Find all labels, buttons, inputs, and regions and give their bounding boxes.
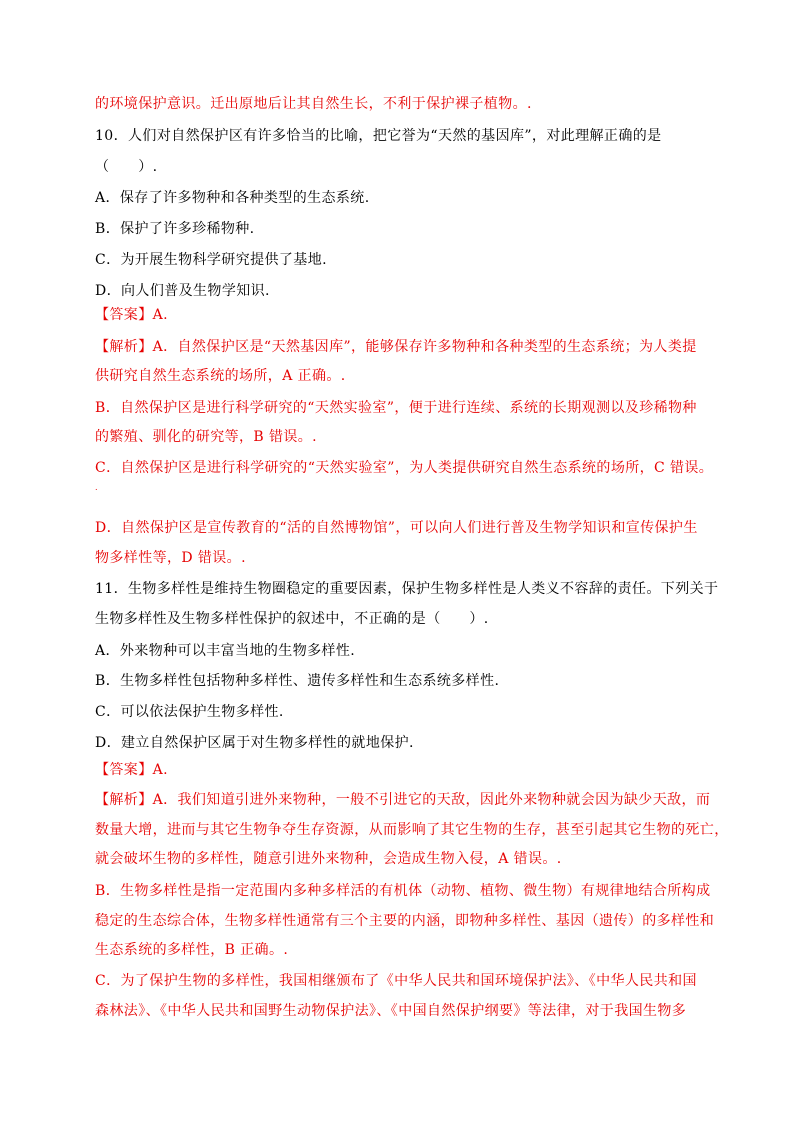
answer-label: 【答案】A. — [95, 762, 168, 778]
analysis-line: 物多样性等，D 错误。. — [95, 550, 246, 566]
analysis-line: 数量大增，进而与其它生物争夺生存资源，从而影响了其它生物的生存，甚至引起其它生物的死亡， — [95, 822, 729, 838]
stray-dot: . — [95, 483, 98, 492]
analysis-line: 就会破坏生物的多样性，随意引进外来物种，会造成生物入侵，A 错误。. — [95, 851, 562, 867]
option-a: A．保存了许多物种和各种类型的生态系统. — [95, 190, 370, 206]
analysis-line: 的繁殖、驯化的研究等，B 错误。. — [95, 429, 317, 445]
analysis-line: C．为了保护生物的多样性，我国相继颁布了《中华人民共和国环境保护法》、《中华人民共和国 — [95, 973, 697, 989]
question-11-stem: 11．生物多样性是维持生物圈稳定的重要因素，保护生物多样性是人类义不容辞的责任。下列关于 — [95, 581, 719, 597]
analysis-line: B．生物多样性是指一定范围内多种多样活的有机体（动物、植物、微生物）有规律地结合所构成 — [95, 883, 711, 899]
option-a: A．外来物种可以丰富当地的生物多样性. — [95, 643, 356, 659]
question-10-stem: 10．人们对自然保护区有许多恰当的比喻，把它誉为“天然的基因库”，对此理解正确的是 — [95, 128, 662, 144]
analysis-line: C．自然保护区是进行科学研究的“天然实验室”，为人类提供研究自然生态系统的场所，C 错误。 — [95, 460, 714, 476]
option-b: B．保护了许多珍稀物种. — [95, 221, 255, 237]
analysis-line: 森林法》、《中华人民共和国野生动物保护法》、《中国自然保护纲要》等法律，对于我国生物多 — [95, 1003, 687, 1019]
option-d: D．建立自然保护区属于对生物多样性的就地保护. — [95, 735, 414, 751]
question-11-stem: 生物多样性及生物多样性保护的叙述中，不正确的是（ ）. — [95, 611, 489, 627]
analysis-line: 供研究自然生态系统的场所，A 正确。. — [95, 368, 346, 384]
option-c: C．可以依法保护生物多样性. — [95, 704, 284, 720]
question-10-blank: （ ）. — [95, 159, 158, 175]
option-c: C．为开展生物科学研究提供了基地. — [95, 252, 327, 268]
analysis-line: D．自然保护区是宣传教育的“活的自然博物馆”，可以向人们进行普及生物学知识和宣传保护生 — [95, 520, 698, 536]
text-line: 的环境保护意识。迁出原地后让其自然生长，不利于保护裸子植物。. — [95, 96, 532, 112]
analysis-line: 【解析】A．我们知道引进外来物种，一般不引进它的天敌，因此外来物种就会因为缺少天敌，而 — [95, 792, 711, 808]
answer-label: 【答案】A. — [95, 307, 168, 323]
option-b: B．生物多样性包括物种多样性、遗传多样性和生态系统多样性. — [95, 673, 500, 689]
analysis-line: 稳定的生态综合体，生物多样性通常有三个主要的内涵，即物种多样性、基因（遗传）的多样性和 — [95, 913, 715, 929]
analysis-line: 【解析】A．自然保护区是“天然基因库”，能够保存许多物种和各种类型的生态系统；为人类提 — [95, 339, 697, 355]
option-d: D．向人们普及生物学知识. — [95, 283, 270, 299]
analysis-line: 生态系统的多样性，B 正确。. — [95, 942, 289, 958]
analysis-line: B．自然保护区是进行科学研究的“天然实验室”，便于进行连续、系统的长期观测以及珍稀物种 — [95, 400, 697, 416]
